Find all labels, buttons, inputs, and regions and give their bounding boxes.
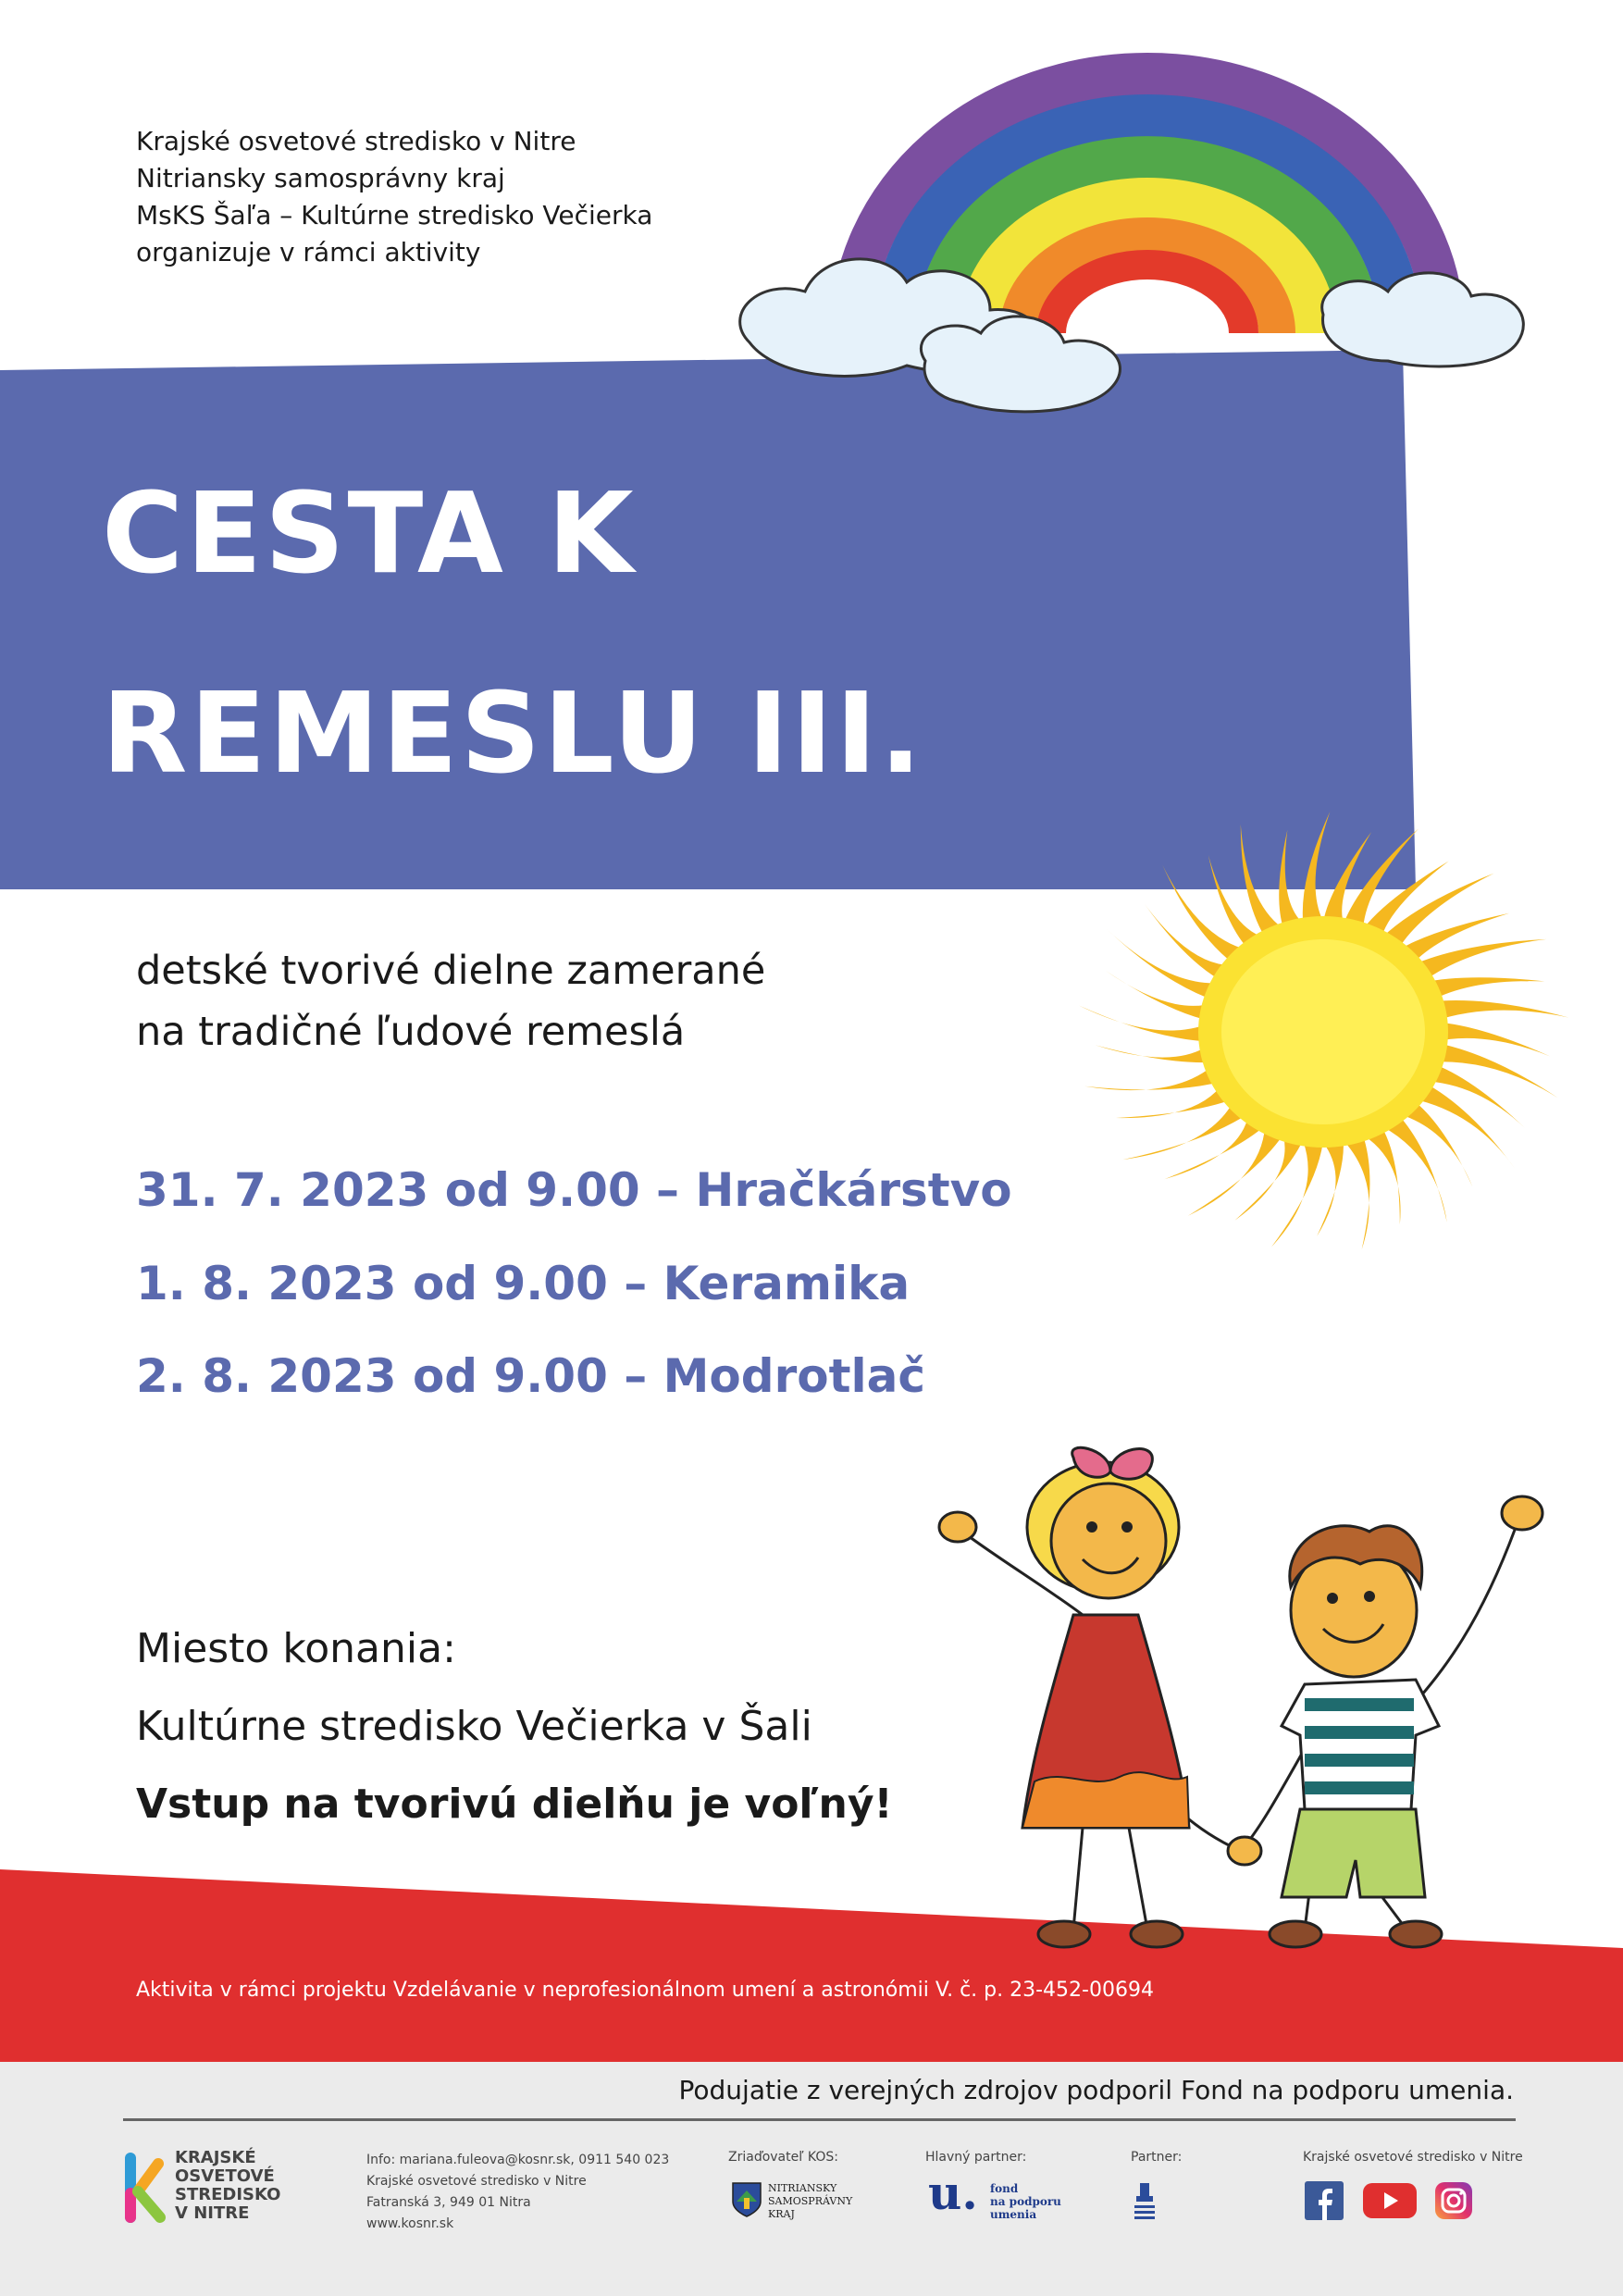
footer-divider [123, 2118, 1516, 2121]
main-partner-name [990, 2182, 1061, 2221]
kos-logo-line: OSVETOVÉ [175, 2166, 275, 2186]
main-partner-line: umenia [990, 2208, 1037, 2221]
main-partner-caption: Hlavný partner: [925, 2150, 1027, 2165]
date-item: 31. 7. 2023 od 9.00 – Hračkárstvo [136, 1163, 1012, 1217]
date-item: 1. 8. 2023 od 9.00 – Keramika [136, 1257, 911, 1310]
contact-line: Info: mariana.fuleova@kosnr.sk, 0911 540 023 [366, 2153, 670, 2167]
organizer-line: Krajské osvetové stredisko v Nitre [136, 126, 576, 156]
founder-name-line: SAMOSPRÁVNY [768, 2195, 853, 2207]
sun-ray [1344, 1136, 1369, 1249]
event-title [102, 435, 924, 835]
founder-name [768, 2182, 852, 2221]
contact-line: Krajské osvetové stredisko v Nitre [366, 2174, 587, 2189]
organizer-line: Nitriansky samosprávny kraj [136, 163, 505, 193]
children-illustration [925, 1439, 1555, 1953]
sun-ray [1317, 1141, 1344, 1236]
venue-block [136, 1610, 893, 1843]
sun-ray [1105, 971, 1216, 1022]
title-line-2: REMESLU III. [102, 670, 925, 799]
nsk-crest-icon [731, 2181, 762, 2218]
partner-logo-icon [1133, 2181, 1157, 2220]
subtitle-line-2: na tradičné ľudové remeslá [136, 1009, 686, 1055]
project-note: Aktivita v rámci projektu Vzdelávanie v neprofesionálnom umení a astronómii V. č. p. 23-452-00694 [136, 1979, 1154, 2002]
sun-ray [1096, 1042, 1217, 1062]
contact-info [366, 2150, 669, 2235]
organizers-block [136, 123, 652, 271]
kos-logo-text [175, 2149, 280, 2223]
rainbow-illustration [722, 37, 1601, 444]
date-item: 2. 8. 2023 od 9.00 – Modrotlač [136, 1349, 926, 1403]
kos-logo-line: STREDISKO [175, 2185, 281, 2204]
website-link[interactable]: www.kosnr.sk [366, 2216, 454, 2231]
sun-ray [1271, 1141, 1323, 1247]
sun-ray [1188, 1126, 1283, 1216]
main-partner-line: fond [990, 2182, 1019, 2195]
sun-ray [1303, 812, 1331, 923]
subtitle-line-1: detské tvorivé dielne zamerané [136, 948, 766, 994]
sun-ray [1279, 830, 1302, 928]
fpu-logo-icon: u. [928, 2166, 978, 2220]
venue-label: Miesto konania: [136, 1625, 456, 1672]
sun-illustration [1073, 805, 1592, 1268]
facebook-icon[interactable] [1303, 2181, 1345, 2220]
social-links [1303, 2181, 1486, 2220]
sun-ray [1430, 1042, 1557, 1098]
support-note: Podujatie z verejných zdrojov podporil Fond na podporu umenia. [678, 2075, 1514, 2105]
kos-logo-icon [123, 2151, 169, 2225]
kos-logo-line: KRAJSKÉ [175, 2148, 256, 2167]
organizer-line: MsKS Šaľa – Kultúrne stredisko Večierka [136, 200, 653, 230]
kos-logo-line: V NITRE [175, 2203, 250, 2223]
founder-name-line: KRAJ [768, 2208, 795, 2220]
title-line-1: CESTA K [102, 470, 637, 599]
main-partner-line: na podporu [990, 2195, 1061, 2208]
founder-name-line: NITRIANSKY [768, 2182, 837, 2194]
subtitle [136, 940, 765, 1062]
youtube-icon[interactable] [1363, 2181, 1417, 2220]
venue-place: Kultúrne stredisko Večierka v Šali [136, 1703, 812, 1750]
organizer-line: organizuje v rámci aktivity [136, 237, 481, 267]
sun-ray [1430, 1000, 1568, 1022]
sun-ray [1241, 825, 1283, 937]
admission-note: Vstup na tvorivú dielňu je voľný! [136, 1781, 893, 1828]
founder-caption: Zriaďovateľ KOS: [728, 2150, 838, 2165]
partner-caption: Partner: [1131, 2150, 1183, 2165]
sun-ray [1084, 1062, 1223, 1090]
social-caption: Krajské osvetové stredisko v Nitre [1303, 2150, 1523, 2165]
contact-line: Fatranská 3, 949 01 Nitra [366, 2195, 531, 2210]
instagram-icon[interactable] [1434, 2181, 1473, 2220]
